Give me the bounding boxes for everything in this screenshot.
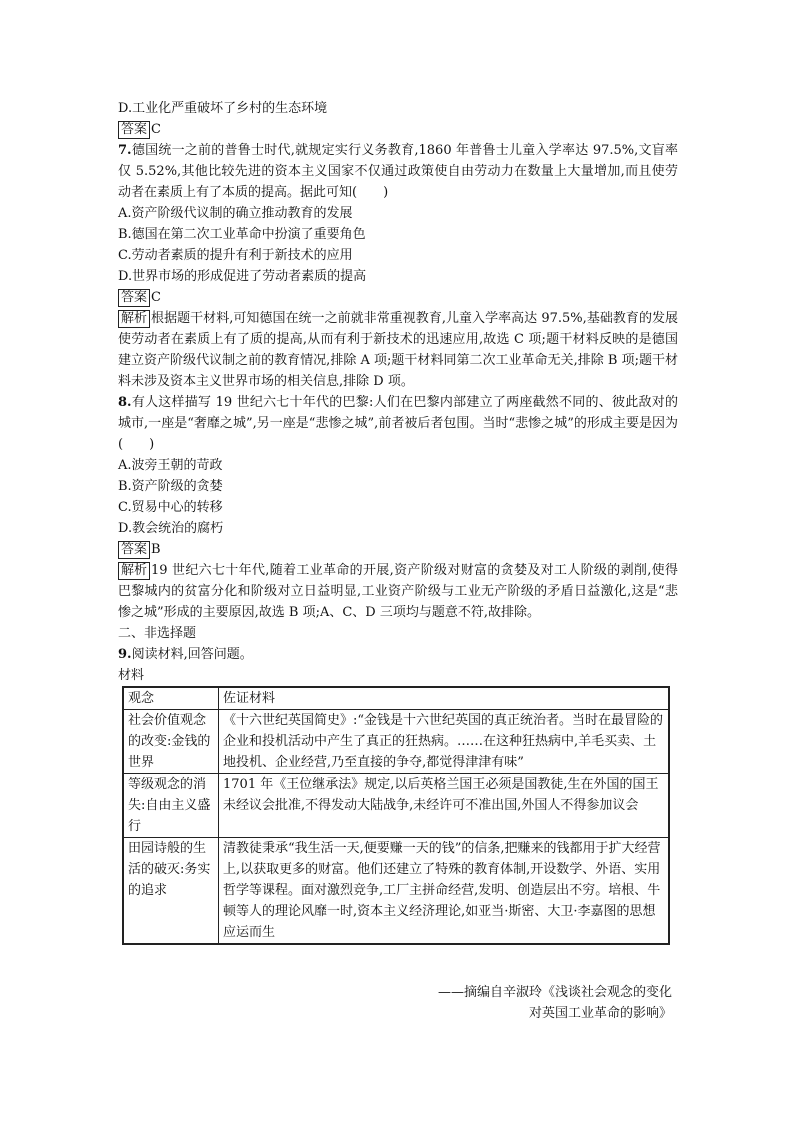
analysis-tag: 解析 xyxy=(118,562,150,580)
table-cell-concept: 田园诗般的生活的破灭:务实的追求 xyxy=(123,838,219,945)
q8-option-a: A.波旁王朝的苛政 xyxy=(118,458,223,473)
q7-analysis-block xyxy=(118,308,678,392)
q6-option-d: D.工业化严重破坏了乡村的生态环境 xyxy=(118,101,328,116)
answer-tag: 答案 xyxy=(118,121,150,139)
q6-answer: C xyxy=(151,122,161,137)
analysis-tag: 解析 xyxy=(118,310,150,328)
q7-option-b: B.德国在第二次工业革命中扮演了重要角色 xyxy=(118,227,366,242)
table-header-row xyxy=(123,687,669,710)
material-source xyxy=(438,982,672,1024)
q8-option-b: B.资产阶级的贪婪 xyxy=(118,479,223,494)
table-row xyxy=(123,838,669,945)
q7-option-a: A.资产阶级代议制的确立推动教育的发展 xyxy=(118,206,353,221)
source-line-2: 对英国工业革命的影响》 xyxy=(528,1006,672,1021)
table-row xyxy=(123,774,669,838)
q7-analysis: 根据题干材料,可知德国在统一之前就非常重视教育,儿童入学率高达 97.5%,基础教育的发展使劳动者在素质上有了质的提高,从而有利于新技术的迅速应用,故选 C 项;题干材料反映的是德国建立资产阶级代议制之前的教育情况,排除 A 项;题干材料同第二次工业革命无关,排除 B 项;题干材料未涉及资本主义世界市场的相关信息,排除 D 项。 xyxy=(118,311,678,389)
table-cell-concept: 社会价值观念的改变:金钱的世界 xyxy=(123,710,219,774)
q7-option-d: D.世界市场的形成促进了劳动者素质的提高 xyxy=(118,269,367,284)
q8-analysis: 19 世纪六七十年代,随着工业革命的开展,资产阶级对财富的贪婪及对工人阶级的剥削,使得巴黎城内的贫富分化和阶级对立日益明显,工业资产阶级与工业无产阶级的矛盾日益激化,这是“悲惨之城”形成的主要原因,故选 B 项;A、C、D 三项均与题意不符,故排除。 xyxy=(118,563,678,620)
answer-tag: 答案 xyxy=(118,541,150,559)
worksheet-content xyxy=(118,98,678,945)
q7-answer-row xyxy=(118,287,678,308)
q8-answer: B xyxy=(151,542,161,557)
q8-option-c: C.贸易中心的转移 xyxy=(118,500,223,515)
q7-option-c: C.劳动者素质的提升有利于新技术的应用 xyxy=(118,248,353,263)
q7-number: 7. xyxy=(118,143,132,158)
table-cell-evidence: 《十六世纪英国简史》:“金钱是十六世纪英国的真正统治者。当时在最冒险的企业和投机活动中产生了真正的狂热病。……在这种狂热病中,羊毛买卖、土地投机、企业经营,乃至直接的争夺,都觉得津津有味” xyxy=(219,710,670,774)
q6-answer-row xyxy=(118,119,678,140)
table-cell-evidence: 清教徒秉承“我生活一天,便要赚一天的钱”的信条,把赚来的钱都用于扩大经营上,以获取更多的财富。他们还建立了特殊的教育体制,开设数学、外语、实用哲学等课程。面对激烈竞争,工厂主拼命经营,发明、创造层出不穷。培根、牛顿等人的理论风靡一时,资本主义经济理论,如亚当·斯密、大卫·李嘉图的思想应运而生 xyxy=(219,838,670,945)
table-header-concept: 观念 xyxy=(123,687,219,710)
q8-stem-block xyxy=(118,392,678,455)
q9-number: 9. xyxy=(118,647,132,662)
table-cell-concept: 等级观念的消失:自由主义盛行 xyxy=(123,774,219,838)
q8-number: 8. xyxy=(118,395,132,410)
q8-option-d: D.教会统治的腐朽 xyxy=(118,521,224,536)
table-header-evidence: 佐证材料 xyxy=(219,687,670,710)
q9-stem: 阅读材料,回答问题。 xyxy=(131,647,253,662)
material-label: 材料 xyxy=(118,668,145,683)
q8-stem: 有人这样描写 19 世纪六七十年代的巴黎:人们在巴黎内部建立了两座截然不同的、彼此敌对的城市,一座是“奢靡之城”,另一座是“悲惨之城”,前者被后者包围。当时“悲惨之城”的形成主要是因为( ) xyxy=(118,395,678,452)
section-title: 二、非选择题 xyxy=(118,626,197,641)
q7-stem: 德国统一之前的普鲁士时代,就规定实行义务教育,1860 年普鲁士儿童入学率达 97.5%,文盲率仅 5.52%,其他比较先进的资本主义国家不仅通过政策使自由劳动力在数量上大量增加,而且使劳动者在素质上有了本质的提高。据此可知( ) xyxy=(118,143,678,200)
q7-answer: C xyxy=(151,290,161,305)
q9-stem-block xyxy=(118,644,678,665)
material-table xyxy=(122,686,670,945)
q8-answer-row xyxy=(118,539,678,560)
source-line-1: ——摘编自辛淑玲《浅谈社会观念的变化 xyxy=(437,985,672,1000)
q8-analysis-block xyxy=(118,560,678,623)
table-row xyxy=(123,710,669,774)
answer-tag: 答案 xyxy=(118,289,150,307)
q7-stem-block xyxy=(118,140,678,203)
table-cell-evidence: 1701 年《王位继承法》规定,以后英格兰国王必须是国教徒,生在外国的国王未经议会批准,不得发动大陆战争,未经许可不准出国,外国人不得参加议会 xyxy=(219,774,670,838)
